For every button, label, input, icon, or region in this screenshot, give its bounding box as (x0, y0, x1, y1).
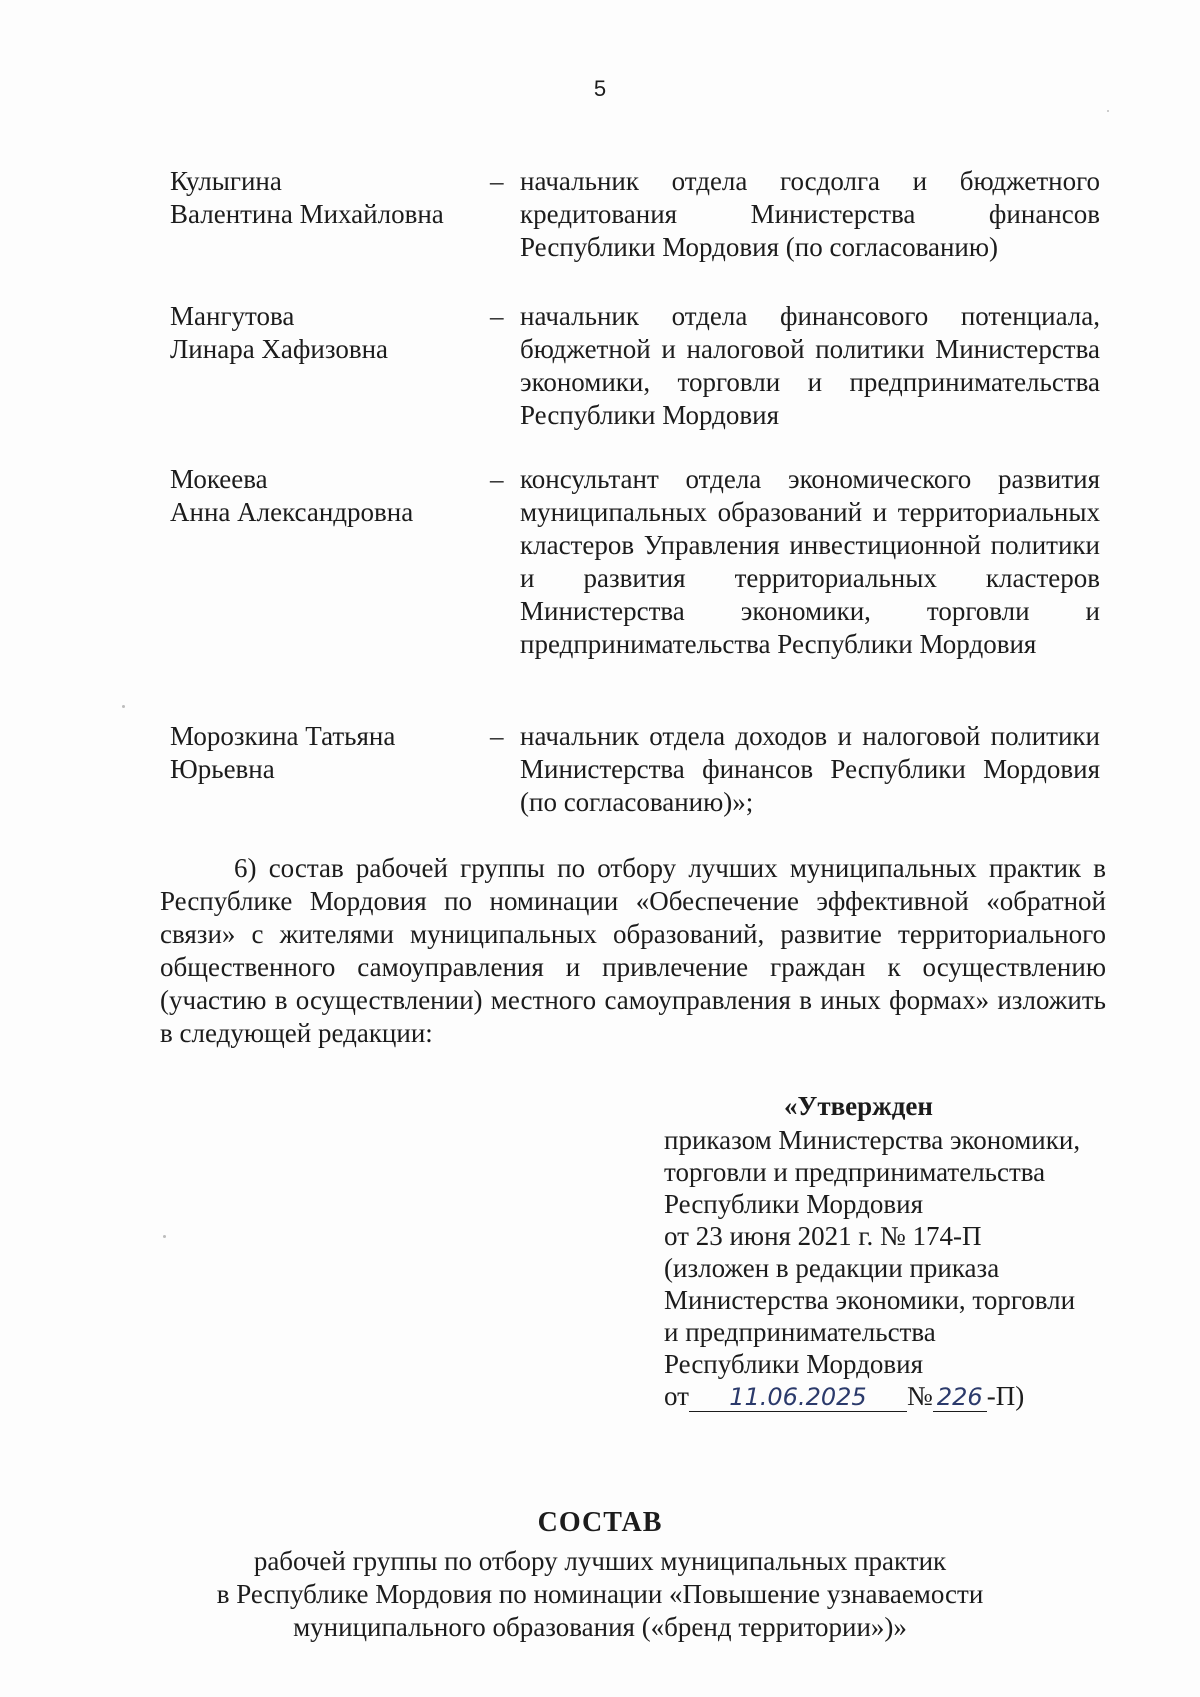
member-dash: – (490, 301, 504, 331)
member-given-name: Валентина Михайловна (170, 199, 444, 229)
composition-subtitle-line: рабочей группы по отбору лучших муниципальных практик (253, 1546, 947, 1576)
approval-line: Республики Мордовия (664, 1349, 924, 1379)
signature-suffix: -П) (986, 1381, 1025, 1411)
approval-line: торговли и предпринимательства (664, 1157, 1046, 1187)
signature-date-prefix: от (664, 1381, 689, 1411)
member-dash: – (490, 721, 504, 751)
composition-subtitle-line: муниципального образования («бренд территории»)» (293, 1612, 907, 1642)
amendment-paragraph: 6) состав рабочей группы по отбору лучших муниципальных практик в Республике Мордовия по номинации «Обеспечение эффективной «обратной связи» с жителями муниципальных образований, развитие территориального общественного самоуправления и привлечение граждан к осуществлению (участию в осуществлении) местного самоуправления в иных формах» изложить в следующей редакции: (160, 853, 1106, 1048)
member-dash: – (490, 464, 504, 494)
member-name (170, 720, 490, 786)
approval-line: (изложен в редакции приказа (664, 1253, 1000, 1283)
approval-line: от 23 июня 2021 г. № 174-П (664, 1221, 982, 1251)
member-name (170, 300, 490, 366)
member-name (170, 165, 490, 231)
member-role: начальник отдела госдолга и бюджетного кредитования Министерства финансов Республики Мордовия (по согласованию) (520, 166, 1100, 262)
member-name (170, 463, 490, 529)
scan-speck (122, 705, 125, 708)
member-surname: Мангутова (170, 301, 295, 331)
composition-subtitle-line: в Республике Мордовия по номинации «Повышение узнаваемости (216, 1579, 984, 1609)
member-surname: Кулыгина (170, 166, 282, 196)
composition-subtitle (0, 1545, 1200, 1644)
signature-line (664, 1380, 1124, 1412)
scan-speck (1107, 110, 1109, 112)
member-given-name: Юрьевна (170, 754, 275, 784)
member-dash: – (490, 166, 504, 196)
member-role: консультант отдела экономического развития муниципальных образований и территориальных кластеров Управления инвестиционной политики и развития территориальных кластеров Министерства экономики, торговли и предпринимательства Республики Мордовия (520, 464, 1100, 659)
approval-line: приказом Министерства экономики, (664, 1125, 1081, 1155)
page-number: 5 (593, 76, 607, 101)
member-surname: Мокеева (170, 464, 268, 494)
approval-line: Министерства экономики, торговли (664, 1285, 1076, 1315)
member-role: начальник отдела доходов и налоговой политики Министерства финансов Республики Мордовия (по согласованию)»; (520, 721, 1100, 817)
handwritten-date: 11.06.2025 (689, 1383, 907, 1412)
approval-block (664, 1090, 1124, 1412)
member-role: начальник отдела финансового потенциала, бюджетной и налоговой политики Министерства экономики, торговли и предпринимательства Республики Мордовия (520, 301, 1100, 430)
composition-heading: СОСТАВ (537, 1507, 663, 1538)
approval-heading: «Утвержден (784, 1091, 933, 1121)
approval-line: Республики Мордовия (664, 1189, 924, 1219)
approval-line: и предпринимательства (664, 1317, 936, 1347)
composition-title-block (0, 1506, 1200, 1644)
member-given-name: Анна Александровна (170, 497, 414, 527)
signature-number-prefix: № (906, 1381, 933, 1411)
member-surname: Морозкина Татьяна (170, 721, 396, 751)
scan-speck (163, 1235, 166, 1238)
member-given-name: Линара Хафизовна (170, 334, 389, 364)
handwritten-number: 226 (933, 1383, 987, 1412)
